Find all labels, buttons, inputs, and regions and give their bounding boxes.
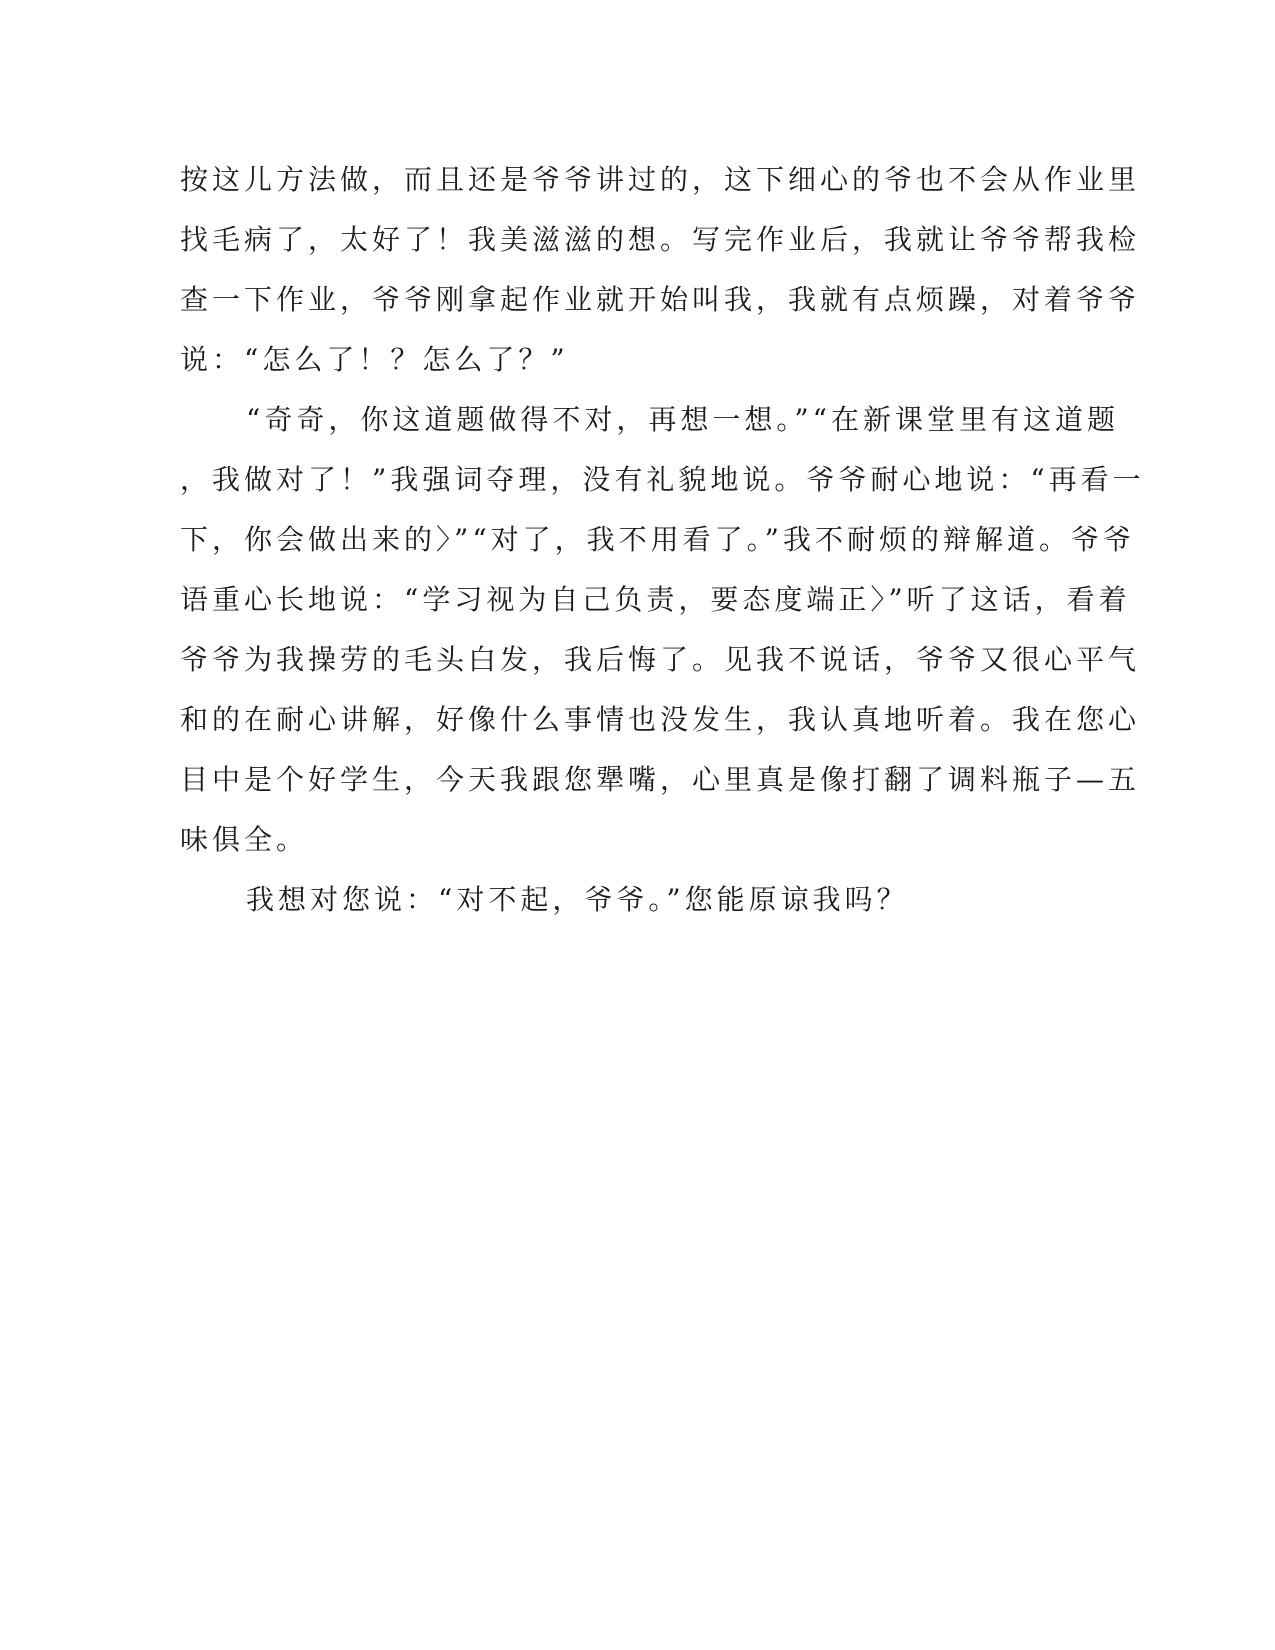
paragraph-line: 我想对您说：“对不起，爷爷。”您能原谅我吗？ — [246, 883, 909, 916]
paragraph-1 — [180, 150, 1141, 390]
paragraph-line: 查一下作业，爷爷刚拿起作业就开始叫我，我就有点烦躁，对着爷爷 — [180, 283, 1141, 316]
paragraph-line: 语重心长地说：“学习视为自己负责，要态度端正〉”听了这话，看着 — [180, 583, 1131, 616]
paragraph-line: 下，你会做出来的〉”“对了，我不用看了。”我不耐烦的辩解道。爷爷 — [180, 523, 1135, 556]
paragraph-line: 找毛病了，太好了！我美滋滋的想。写完作业后，我就让爷爷帮我检 — [180, 223, 1141, 256]
paragraph-2 — [180, 390, 1145, 870]
paragraph-line: ，我做对了！”我强词夺理，没有礼貌地说。爷爷耐心地说：“再看一 — [180, 463, 1145, 496]
document-body — [180, 150, 1145, 930]
paragraph-3 — [180, 870, 1060, 930]
paragraph-line: 按这儿方法做，而且还是爷爷讲过的，这下细心的爷也不会从作业里 — [180, 163, 1141, 196]
paragraph-line: 说：“怎么了！？怎么了？” — [180, 343, 569, 376]
paragraph-line: 和的在耐心讲解，好像什么事情也没发生，我认真地听着。我在您心 — [180, 703, 1141, 736]
paragraph-line: 味俱全。 — [180, 823, 309, 856]
paragraph-line: 目中是个好学生，今天我跟您犟嘴，心里真是像打翻了调料瓶子—五 — [180, 763, 1141, 796]
paragraph-line: 爷爷为我操劳的毛头白发，我后悔了。见我不说话，爷爷又很心平气 — [180, 643, 1141, 676]
paragraph-line: “奇奇，你这道题做得不对，再想一想。”“在新课堂里有这道题 — [246, 403, 1119, 436]
